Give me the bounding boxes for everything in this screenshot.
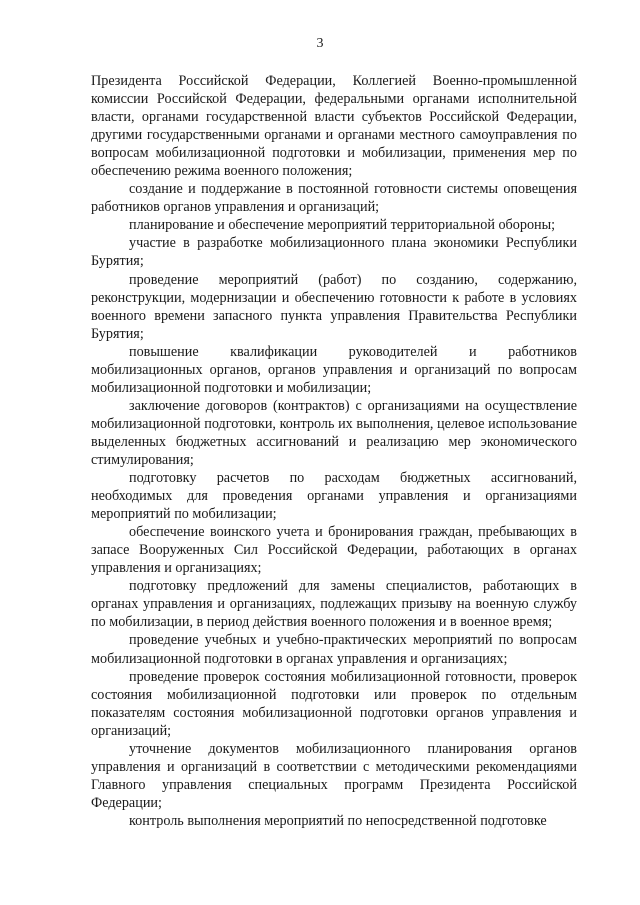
- paragraph: создание и поддержание в постоянной готовности системы оповещения работников органов управления и организаций;: [91, 181, 577, 216]
- paragraph: проведение проверок состояния мобилизационной готовности, проверок состояния мобилизационной подготовки или проверок по отдельным показателям состояния мобилизационной подготовки органов управления и организаций;: [91, 668, 577, 739]
- paragraph: контроль выполнения мероприятий по непосредственной подготовке: [129, 812, 547, 829]
- paragraph: планирование и обеспечение мероприятий территориальной обороны;: [129, 217, 556, 234]
- page-number: 3: [316, 36, 324, 51]
- paragraph: подготовку расчетов по расходам бюджетных ассигнований, необходимых для проведения органами управления и организациями мероприятий по мобилизации;: [91, 470, 577, 523]
- paragraph: Президента Российской Федерации, Коллегией Военно-промышленной комиссии Российской Федерации, федеральными органами исполнительной власти, органами государственной власти субъектов Российской Федерации, другими государственными органами и органами местного самоуправления по вопросам мобилизационной подготовки и мобилизации, применения мер по обеспечению режима военного положения;: [91, 73, 577, 180]
- paragraph: подготовку предложений для замены специалистов, работающих в органах управления и организациях, подлежащих призыву на военную службу по мобилизации, в период действия военного положения и в военное время;: [91, 578, 577, 631]
- paragraph: обеспечение воинского учета и бронирования граждан, пребывающих в запасе Вооруженных Сил Российской Федерации, работающих в органах управления и организациях;: [91, 524, 577, 577]
- paragraph: участие в разработке мобилизационного плана экономики Республики Бурятия;: [91, 235, 577, 270]
- paragraph: проведение мероприятий (работ) по созданию, содержанию, реконструкции, модернизации и обеспечению готовности к работе в условиях военного времени запасного пункта управления Правительства Республики Бурятия;: [91, 271, 577, 342]
- paragraph: повышение квалификации руководителей и работников мобилизационных органов, органов управления и организаций по вопросам мобилизационной подготовки и мобилизации;: [91, 343, 577, 396]
- paragraph: уточнение документов мобилизационного планирования органов управления и организаций в соответствии с методическими рекомендациями Главного управления специальных программ Президента Российской Федерации;: [91, 740, 577, 811]
- paragraph: заключение договоров (контрактов) с организациями на осуществление мобилизационной подготовки, контроль их выполнения, целевое использование выделенных бюджетных ассигнований и реализацию мер экономического стимулирования;: [91, 397, 577, 468]
- paragraph: проведение учебных и учебно-практических мероприятий по вопросам мобилизационной подготовки в органах управления и организациях;: [91, 632, 577, 667]
- body-text: [91, 72, 577, 830]
